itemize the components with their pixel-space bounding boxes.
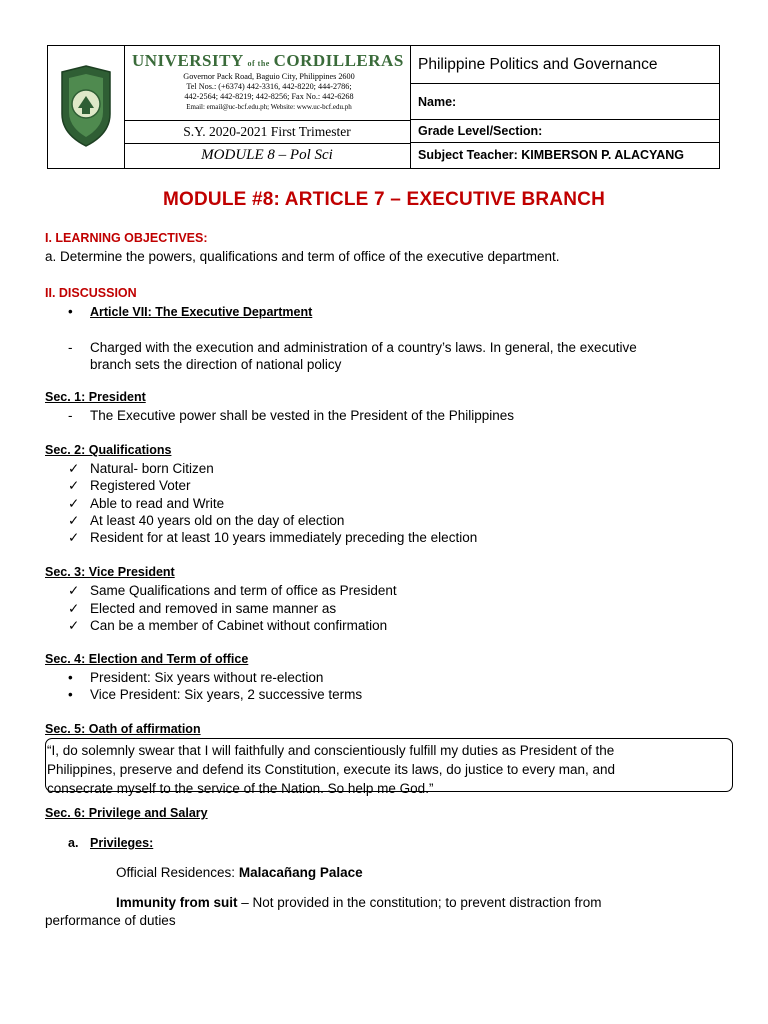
list-item: ✓ Can be a member of Cabinet without confirmation [68,618,388,633]
sec5-heading: Sec. 5: Oath of affirmation [45,722,201,736]
oath-text: “I, do solemnly swear that I will faithfully and conscientiously fulfill my duties as President of the Philippines, preserve and defend its Constitution, execute its laws, do justice to every man, and consecrate myself to the service of the Nation. So help me God.” [47,743,616,796]
check-icon: ✓ [68,461,80,476]
list-item: ✓ Natural- born Citizen [68,461,214,476]
university-tel: Tel Nos.: (+6374) 442-3316, 442-8220; 444-2786; [186,82,352,91]
school-year: S.Y. 2020-2021 First Trimester [124,120,411,144]
list-item: ✓ Registered Voter [68,478,191,493]
university-contact [134,72,404,112]
objective-item: a. Determine the powers, qualifications and term of office of the executive department. [45,249,560,264]
immunity-line-2: performance of duties [45,913,176,928]
list-item: • Vice President: Six years, 2 successive terms [68,687,363,702]
check-icon: ✓ [68,496,80,511]
logo-cell [48,46,125,168]
discussion-desc-2: branch sets the direction of national policy [90,357,342,372]
objectives-heading: I. LEARNING OBJECTIVES: [45,231,208,245]
list-item: ✓ Elected and removed in same manner as [68,601,337,616]
official-residence-line: Official Residences: Malacañang Palace [116,865,363,880]
check-icon: ✓ [68,513,80,528]
header-table [47,45,720,169]
check-icon: ✓ [68,601,80,616]
check-icon: ✓ [68,530,80,545]
university-tel-fax: 442-2564; 442-8219; 442-8256; Fax No.: 442-6268 [184,92,354,101]
list-item: ✓ Able to read and Write [68,496,225,511]
subject-title: Philippine Politics and Governance [410,46,719,84]
sec6-heading: Sec. 6: Privilege and Salary [45,806,208,820]
sec1-heading: Sec. 1: President [45,390,146,404]
bullet-icon: • [68,304,73,319]
university-info-cell [124,46,411,121]
module-title: MODULE #8: ARTICLE 7 – EXECUTIVE BRANCH [162,189,606,210]
list-item: ✓ Same Qualifications and term of office as President [68,583,397,598]
sec2-heading: Sec. 2: Qualifications [45,443,172,457]
sec4-heading: Sec. 4: Election and Term of office [45,652,249,666]
dash-icon: - [68,340,73,355]
sec3-heading: Sec. 3: Vice President [45,565,175,579]
check-icon: ✓ [68,618,80,633]
sub-a-marker: a. [68,836,79,850]
university-email-web: Email: email@uc-bcf.edu.ph; Website: www.uc-bcf.edu.ph [186,103,352,111]
sec1-item: The Executive power shall be vested in the President of the Philippines [90,408,514,423]
discussion-heading: II. DISCUSSION [45,286,137,300]
university-seal-logo [58,64,114,148]
list-item: • President: Six years without re-election [68,670,324,685]
dash-icon: - [68,408,73,423]
module-label: MODULE 8 – Pol Sci [124,143,411,168]
university-name: UNIVERSITY of the CORDILLERAS [132,51,404,70]
article-bullet [68,303,312,321]
discussion-desc-1: Charged with the execution and administration of a country’s laws. In general, the executive [90,340,637,355]
bullet-icon: • [68,670,73,685]
article-label: Article VII: The Executive Department [90,305,313,319]
list-item: ✓ At least 40 years old on the day of election [68,513,345,528]
privileges-heading: Privileges: [90,836,154,850]
list-item: ✓ Resident for at least 10 years immediately preceding the election [68,530,478,545]
subject-teacher-label: Subject Teacher: KIMBERSON P. ALACYANG [418,148,685,162]
name-field-label: Name: [410,84,719,120]
immunity-line: Immunity from suit – Not provided in the constitution; to prevent distraction from [116,895,602,910]
bullet-icon: • [68,687,73,702]
check-icon: ✓ [68,583,80,598]
check-icon: ✓ [68,478,80,493]
grade-level-label: Grade Level/Section: [410,120,719,143]
university-address: Governor Pack Road, Baguio City, Philippines 2600 [183,72,355,81]
